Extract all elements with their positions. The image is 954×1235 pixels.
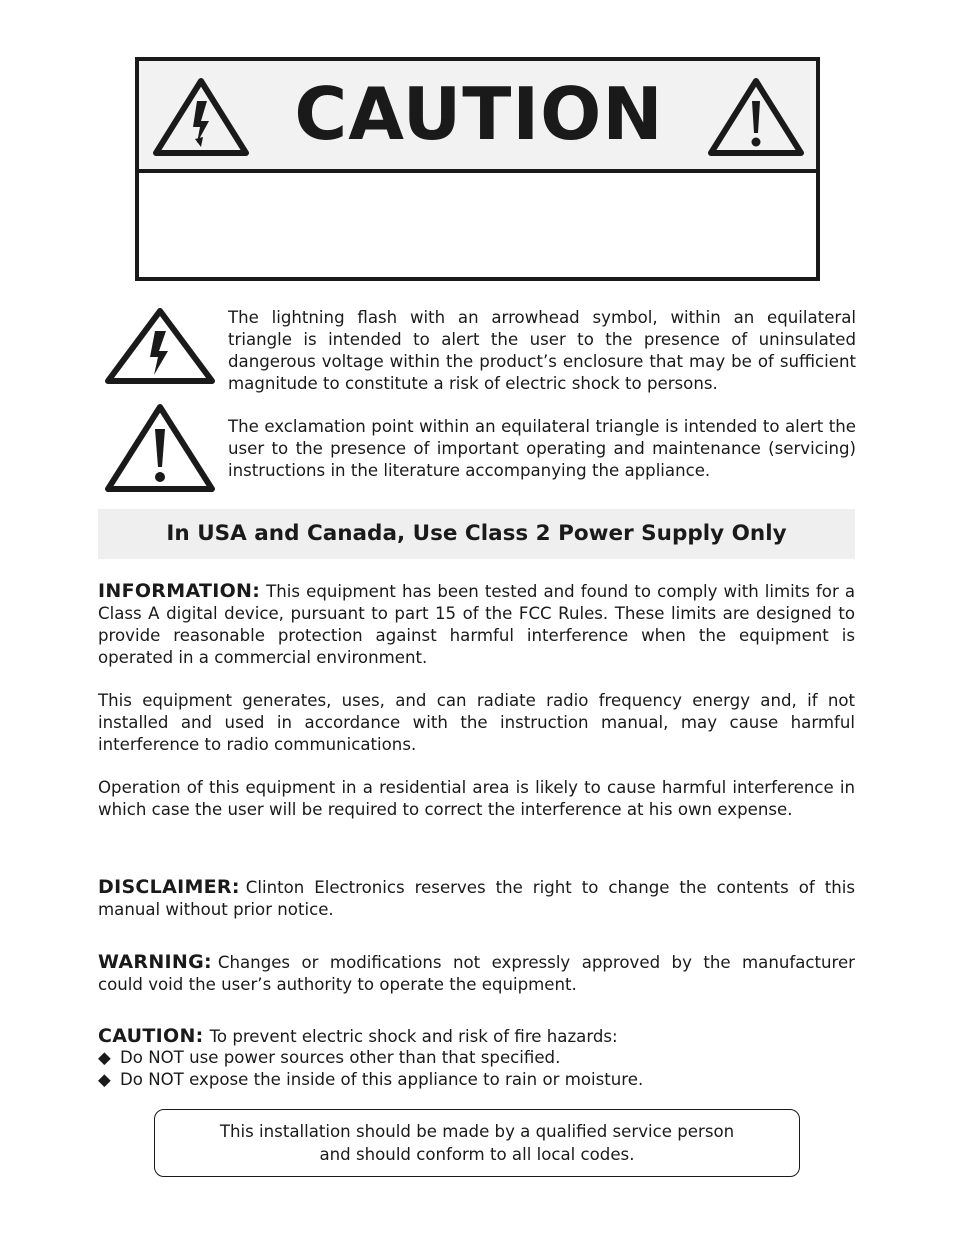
class2-power-notice-text: In USA and Canada, Use Class 2 Power Supply Only <box>166 521 787 546</box>
exclamation-triangle-icon <box>104 403 216 495</box>
caution-bullet-list <box>98 1047 855 1091</box>
installation-notice-line2: and should conform to all local codes. <box>319 1145 635 1164</box>
disclaimer-text: Clinton Electronics reserves the right to change the contents of this manual without prior notice. <box>98 878 855 919</box>
radio-energy-paragraph: This equipment generates, uses, and can radiate radio frequency energy and, if not installed and used in accordance with the instruction manual, may cause harmful interference to radio communications. <box>98 691 855 754</box>
diamond-bullet-icon: ◆ <box>98 1048 111 1067</box>
disclaimer-label: DISCLAIMER: <box>98 876 240 898</box>
lightning-symbol-text: The lightning flash with an arrowhead symbol, within an equilateral triangle is intended to alert the user to the presence of uninsulated dangerous voltage within the product’s enclosure that may be of sufficient magnitude to constitute a risk of electric shock to persons. <box>228 308 856 393</box>
warning-label: WARNING: <box>98 951 212 973</box>
lightning-triangle-icon <box>104 307 216 387</box>
list-item: ◆ Do NOT expose the inside of this appliance to rain or moisture. <box>98 1070 644 1089</box>
residential-paragraph: Operation of this equipment in a residential area is likely to cause harmful interference in which case the user will be required to correct the interference at his own expense. <box>98 778 855 819</box>
caution-label: CAUTION: <box>98 1025 204 1047</box>
list-item: ◆ Do NOT use power sources other than that specified. <box>98 1048 561 1067</box>
caution-text: To prevent electric shock and risk of fire hazards: <box>209 1027 618 1046</box>
warning-text: Changes or modifications not expressly approved by the manufacturer could void the user’s authority to operate the equipment. <box>98 953 855 994</box>
disclaimer-paragraph <box>98 876 855 921</box>
class2-power-notice <box>98 509 855 559</box>
exclamation-symbol-text: The exclamation point within an equilateral triangle is intended to alert the user to the presence of important operating and maintenance (servicing) instructions in the literature accompanying the appliance. <box>228 417 856 480</box>
caution-banner-header <box>139 61 816 173</box>
information-text: This equipment has been tested and found to comply with limits for a Class A digital device, pursuant to part 15 of the FCC Rules. These limits are designed to provide reasonable protection against harmful interference when the equipment is operated in a commercial environment. <box>98 582 855 667</box>
installation-notice <box>154 1109 800 1177</box>
information-paragraph <box>98 580 855 669</box>
warning-paragraph <box>98 951 855 996</box>
information-label: INFORMATION: <box>98 580 261 602</box>
installation-notice-line1: This installation should be made by a qualified service person <box>219 1122 735 1141</box>
caution-paragraph <box>98 1025 855 1048</box>
lightning-triangle-icon <box>151 75 251 159</box>
exclamation-triangle-icon <box>706 75 806 159</box>
diamond-bullet-icon: ◆ <box>98 1070 111 1089</box>
caution-banner <box>135 57 820 281</box>
caution-title: CAUTION <box>294 72 664 156</box>
